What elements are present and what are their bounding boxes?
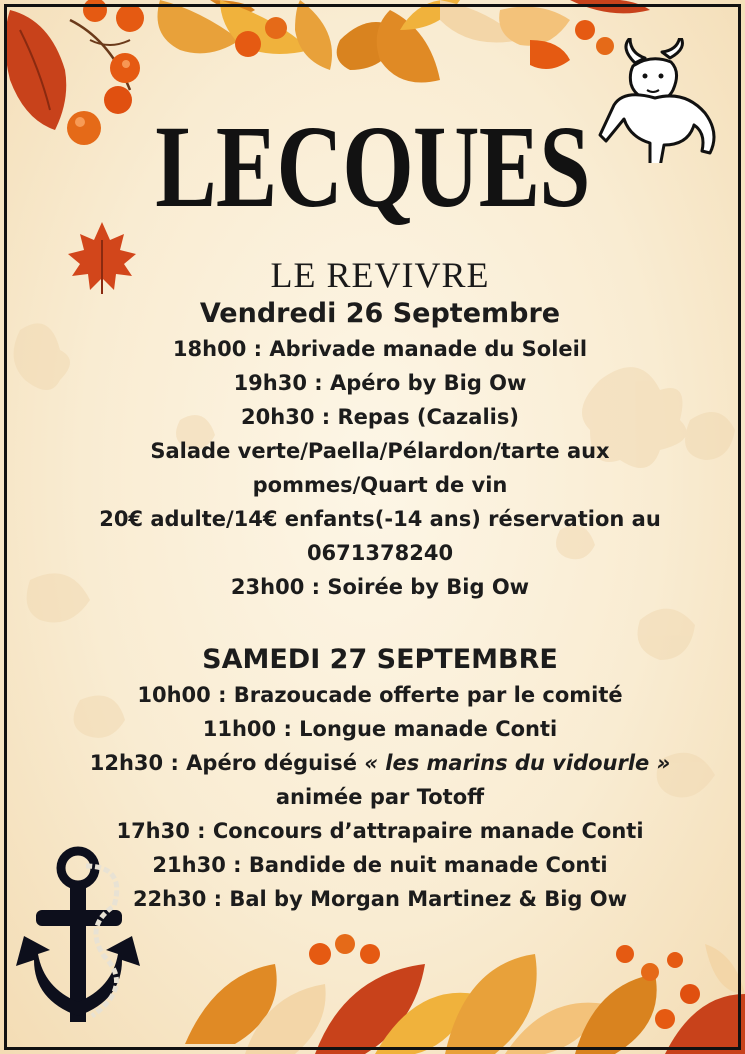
program-line: animée par Totoff (275, 785, 485, 809)
anchor-icon (8, 846, 158, 1036)
apero-theme: « les marins du vidourle » (364, 751, 671, 775)
program-line: 22h30 : Bal by Morgan Martinez & Big Ow (132, 887, 628, 911)
program-line: pommes/Quart de vin (252, 473, 508, 497)
program-line: Salade verte/Paella/Pélardon/tarte aux (150, 439, 610, 463)
poster-subtitle: LE REVIVRE (270, 255, 490, 295)
program-line: 20€ adulte/14€ enfants(-14 ans) réservation au (99, 507, 661, 531)
poster-title: LECQUES (155, 101, 590, 232)
program-line: 11h00 : Longue manade Conti (202, 717, 558, 741)
program-line: 21h30 : Bandide de nuit manade Conti (152, 853, 608, 877)
friday-program (0, 296, 745, 604)
friday-heading: Vendredi 26 Septembre (199, 298, 561, 329)
program-line: 10h00 : Brazoucade offerte par le comité (137, 683, 623, 707)
autumn-leaves-bottom (145, 924, 745, 1054)
program-line: 17h30 : Concours d’attrapaire manade Conti (116, 819, 644, 843)
program-line: 18h00 : Abrivade manade du Soleil (172, 337, 588, 361)
apero-text: 12h30 : Apéro déguisé (89, 751, 365, 775)
program-line: 23h00 : Soirée by Big Ow (230, 575, 530, 599)
program-line: 19h30 : Apéro by Big Ow (233, 371, 527, 395)
program-line-apero (0, 746, 745, 780)
saturday-heading: SAMEDI 27 SEPTEMBRE (202, 644, 558, 675)
phone-number: 0671378240 (306, 541, 454, 565)
program-line: 20h30 : Repas (Cazalis) (241, 405, 519, 429)
